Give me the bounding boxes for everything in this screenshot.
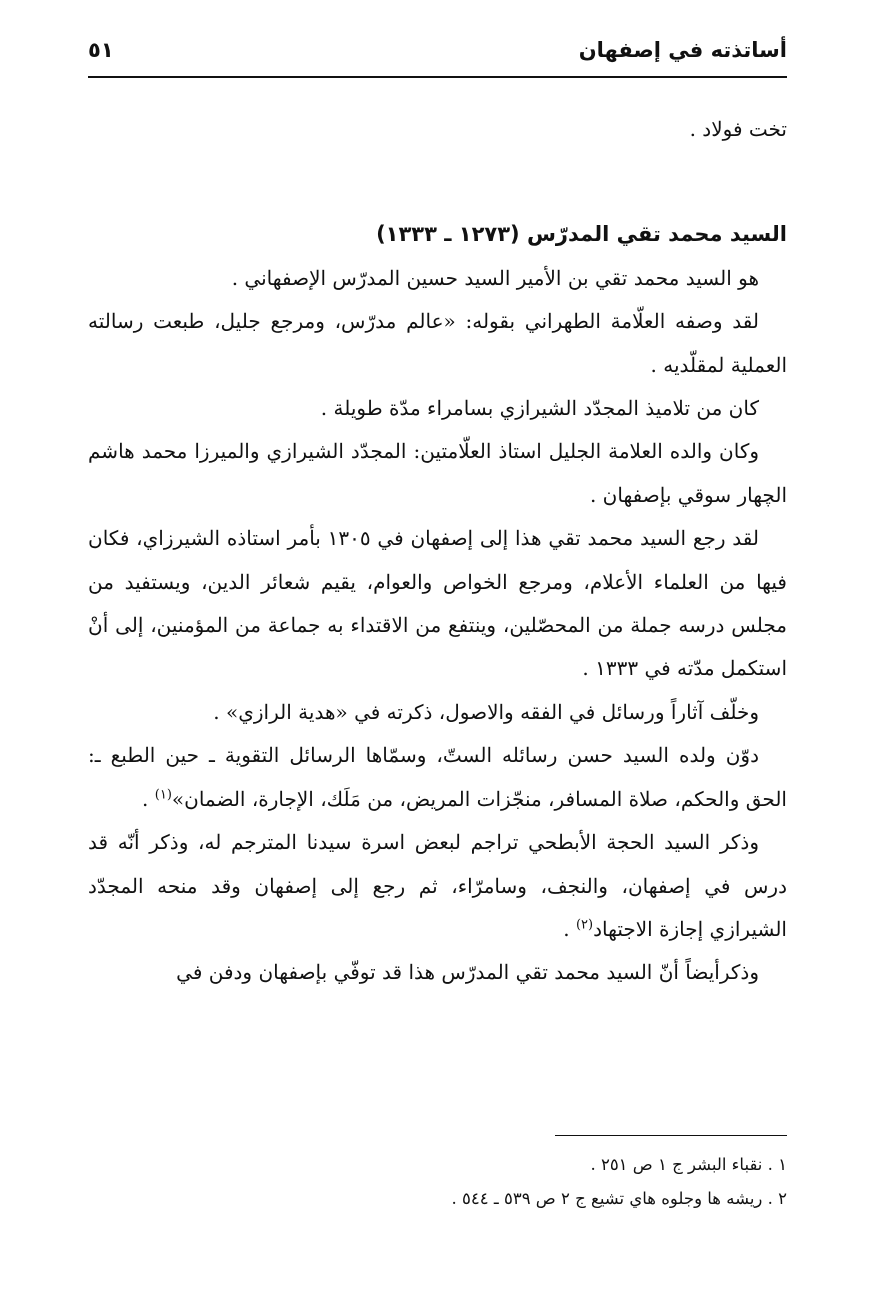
paragraph-text: دوّن ولده السيد حسن رسائله الستّ، وسمّاها الرسائل التقوية ـ حين الطبع ـ: الحق والحكم، صلاة المسافر، منجّزات المريض، من مَلَك، الإجارة، الضمان» [88,743,787,811]
paragraph-end: . [563,916,576,941]
page-number: ٥١ [88,38,114,62]
paragraph-text: وذكر السيد الحجة الأبطحي تراجم لبعض اسرة سيدنا المترجم له، وذكر أنّه قد درس في إصفهان، والنجف، وسامرّاء، ثم رجع إلى إصفهان وقد منحه المجدّد الشيرازي إجازة الاجتهاد [88,830,787,941]
footnotes [88,1148,787,1216]
paragraph: كان من تلاميذ المجدّد الشيرازي بسامراء مدّة طويلة . [320,396,759,421]
paragraph: وذكرأيضاً أنّ السيد محمد تقي المدرّس هذا قد توفّي بإصفهان ودفن في [176,960,759,985]
paragraph [88,734,787,821]
section-gap [88,151,787,213]
paragraph-continuation: تخت فولاد . [689,117,787,141]
footnote-ref-2[interactable]: (٢) [575,917,594,933]
paragraph: وخلّف آثاراً ورسائل في الفقه والاصول، ذكرته في «هدية الرازي» . [213,699,759,724]
footnote-ref-1[interactable]: (١) [154,787,172,803]
paragraph: هو السيد محمد تقي بن الأمير السيد حسين المدرّس الإصفهاني . [231,265,759,290]
paragraph: لقد وصفه العلّامة الطهراني بقوله: «عالم مدرّس، ومرجع جليل، طبعت رسالته العملية لمقلّديه . [88,309,787,377]
section-heading: السيد محمد تقي المدرّس (١٢٧٣ ـ ١٣٣٣) [376,222,787,247]
paragraph-end: . [142,786,155,811]
footnote-divider [555,1135,787,1136]
running-header [88,32,787,78]
running-title: أساتذته في إصفهان [578,38,787,62]
paragraph: وكان والده العلامة الجليل استاذ العلّامتين: المجدّد الشيرازي والميرزا محمد هاشم الچهار سوقي بإصفهان . [88,439,787,507]
main-text [88,108,787,995]
footnote-2: ٢ . ريشه ها وجلوه هاي تشيع ج ٢ ص ٥٣٩ ـ ٥٤٤ . [451,1189,787,1208]
footnote-1: ١ . نقباء البشر ج ١ ص ٢٥١ . [590,1155,787,1174]
paragraph: لقد رجع السيد محمد تقي هذا إلى إصفهان في ١٣٠٥ بأمر استاذه الشيرزاي، فكان فيها من العلماء الأعلام، ومرجع الخواص والعوام، يقيم شعائر الدين، ويستفيد من مجلس درسه جملة من المحصّلين، وينتفع من الاقتداء به جماعة من المؤمنين، إلى أنْ استكمل مدّته في ١٣٣٣ . [88,526,787,681]
paragraph [88,821,787,951]
